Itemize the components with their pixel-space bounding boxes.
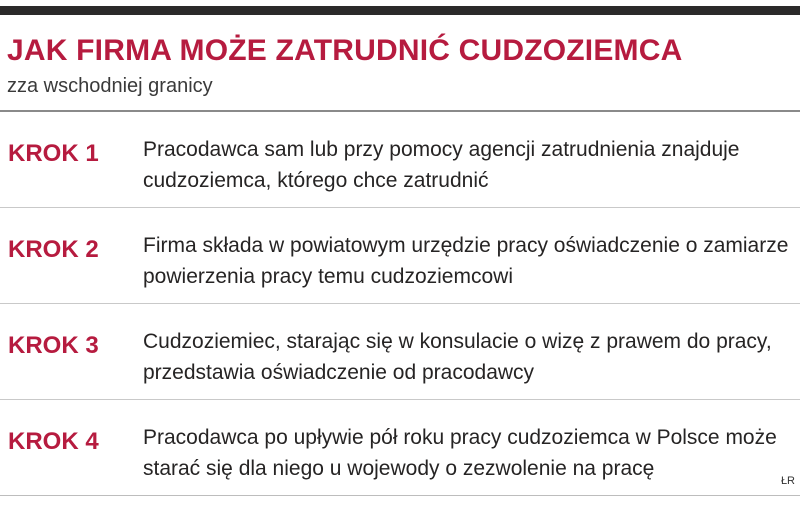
infographic-subtitle: zza wschodniej granicy [7, 75, 213, 97]
step-row-3 [0, 304, 800, 400]
step-row-2 [0, 208, 800, 304]
step-label: KROK 2 [8, 236, 99, 263]
author-credit: ŁR [780, 475, 795, 487]
step-description: Cudzoziemiec, starając się w konsulacie o wizę z prawem do pracy, przedstawia oświadczenie od pracodawcy [143, 330, 772, 384]
infographic-title: JAK FIRMA MOŻE ZATRUDNIĆ CUDZOZIEMCA [7, 34, 683, 67]
step-label: KROK 1 [8, 140, 99, 167]
step-description: Pracodawca po upływie pół roku pracy cudzoziemca w Polsce może starać się dla niego u wojewody o zezwolenie na pracę [143, 426, 777, 480]
step-description: Firma składa w powiatowym urzędzie pracy oświadczenie o zamiarze powierzenia pracy temu cudzoziemcowi [143, 234, 789, 288]
step-label: KROK 4 [8, 428, 99, 455]
steps-list [0, 112, 800, 496]
step-description: Pracodawca sam lub przy pomocy agencji zatrudnienia znajduje cudzoziemca, którego chce zatrudnić [143, 138, 740, 192]
step-row-4 [0, 400, 800, 496]
top-rule [0, 6, 800, 15]
step-row-1 [0, 112, 800, 208]
step-label: KROK 3 [8, 332, 99, 359]
